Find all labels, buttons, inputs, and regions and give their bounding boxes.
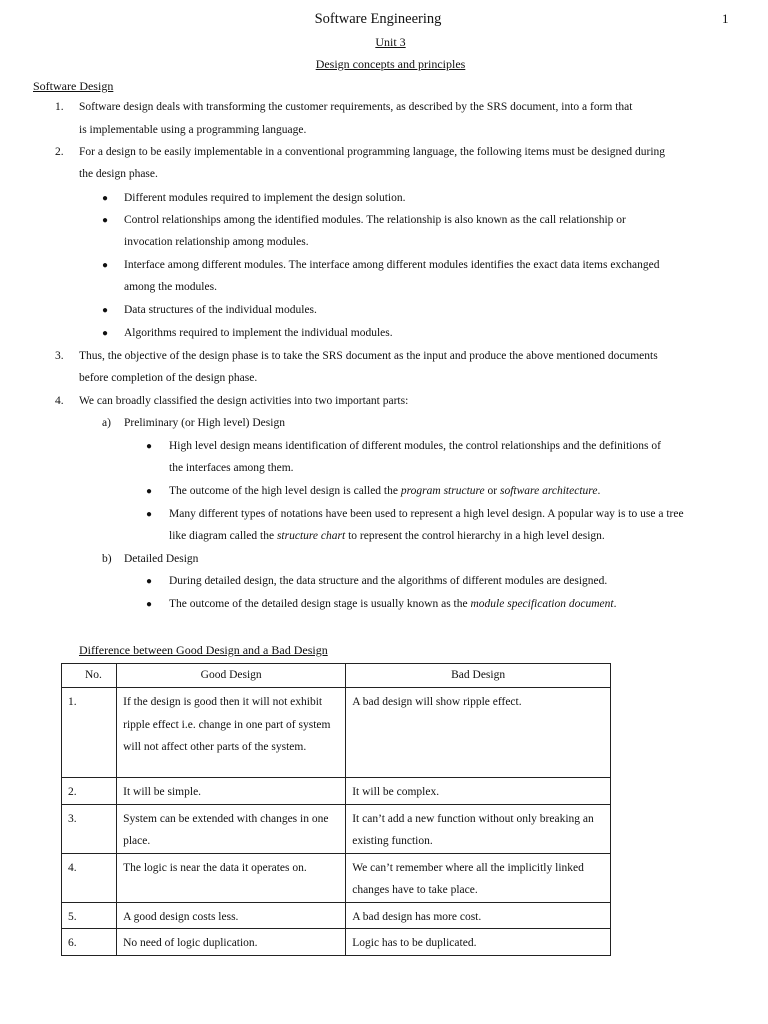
bullet-text: Algorithms required to implement the individual modules. [124,327,393,339]
bullet-text: the interfaces among them. [169,462,294,474]
topic-subtitle: Design concepts and principles [315,57,466,71]
table-cell: It will be complex. [346,778,611,805]
list-item-text: before completion of the design phase. [79,372,258,384]
table-cell: System can be extended with changes in one place. [117,804,346,853]
table-cell: A bad design will show ripple effect. [346,688,611,778]
column-header: No. [62,664,117,688]
document-title: Software Engineering [314,11,442,27]
bullet-text: among the modules. [124,281,217,293]
bullet-text: High level design means identification of different modules, the control relationships and the definitions of [169,440,661,452]
list-item-text: is implementable using a programming language. [79,124,307,136]
table-row [62,853,611,902]
list-item-text: For a design to be easily implementable in a conventional programming language, the following items must be designed during [79,146,666,158]
bullet-icon: ● [102,305,109,316]
table-cell: It can’t add a new function without only breaking an existing function. [346,804,611,853]
list-item-text: Thus, the objective of the design phase is to take the SRS document as the input and produce the above mentioned documents [79,350,658,362]
bullet-icon: ● [102,193,109,204]
table-cell: 4. [62,853,117,902]
bullet-icon: ● [146,599,153,610]
table-caption: Difference between Good Design and a Bad Design [79,643,328,657]
table-row [62,688,611,778]
table-cell: If the design is good then it will not exhibit ripple effect i.e. change in one part of system will not affect other parts of the system. [117,688,346,778]
bullet-text: The outcome of the high level design is called the program structure or software architecture. [169,485,601,497]
table-row [62,902,611,929]
bullet-icon: ● [146,486,153,497]
page-number: 1 [722,11,729,26]
bullet-text: Data structures of the individual modules. [124,304,317,316]
table-cell: We can’t remember where all the implicitly linked changes have to take place. [346,853,611,902]
list-item-text: the design phase. [79,168,158,180]
sublist-label: b) [102,553,112,565]
list-item-text: We can broadly classified the design activities into two important parts: [79,395,409,407]
bullet-text: like diagram called the structure chart to represent the control hierarchy in a high level design. [169,530,605,542]
bullet-icon: ● [102,328,109,339]
list-item-number: 2. [55,146,64,158]
table-cell: 1. [62,688,117,778]
unit-heading: Unit 3 [375,35,406,49]
table-cell: A bad design has more cost. [346,902,611,929]
sublist-title: Preliminary (or High level) Design [124,417,285,429]
list-item-number: 4. [55,395,64,407]
bullet-icon: ● [102,215,109,226]
bullet-text: The outcome of the detailed design stage is usually known as the module specification document. [169,598,617,610]
table-row [62,929,611,956]
column-header: Good Design [117,664,346,688]
table-cell: Logic has to be duplicated. [346,929,611,956]
table-row [62,778,611,805]
table-cell: 2. [62,778,117,805]
bullet-icon: ● [146,576,153,587]
section-heading: Software Design [33,79,114,93]
bullet-icon: ● [146,441,153,452]
bullet-text: Interface among different modules. The interface among different modules identifies the exact data items exchanged [124,259,660,271]
bullet-text: Control relationships among the identified modules. The relationship is also known as the call relationship or [124,214,626,226]
list-item-number: 3. [55,350,64,362]
table-cell: 5. [62,902,117,929]
table-cell: 3. [62,804,117,853]
bullet-text: During detailed design, the data structure and the algorithms of different modules are designed. [169,575,608,587]
column-header: Bad Design [346,664,611,688]
bullet-icon: ● [102,260,109,271]
sublist-label: a) [102,417,111,429]
bullet-icon: ● [146,509,153,520]
list-item-text: Software design deals with transforming the customer requirements, as described by the SRS document, into a form that [79,101,633,113]
table-cell: The logic is near the data it operates on. [117,853,346,902]
sublist-title: Detailed Design [124,553,199,565]
bullet-text: Different modules required to implement the design solution. [124,192,406,204]
table-cell: No need of logic duplication. [117,929,346,956]
table-row [62,804,611,853]
table-cell: 6. [62,929,117,956]
bullet-text: invocation relationship among modules. [124,236,309,248]
bullet-text: Many different types of notations have been used to represent a high level design. A popular way is to use a tree [169,508,684,520]
table-header-row [62,664,611,688]
table-cell: A good design costs less. [117,902,346,929]
table-cell: It will be simple. [117,778,346,805]
list-item-number: 1. [55,101,64,113]
comparison-table [61,663,611,956]
